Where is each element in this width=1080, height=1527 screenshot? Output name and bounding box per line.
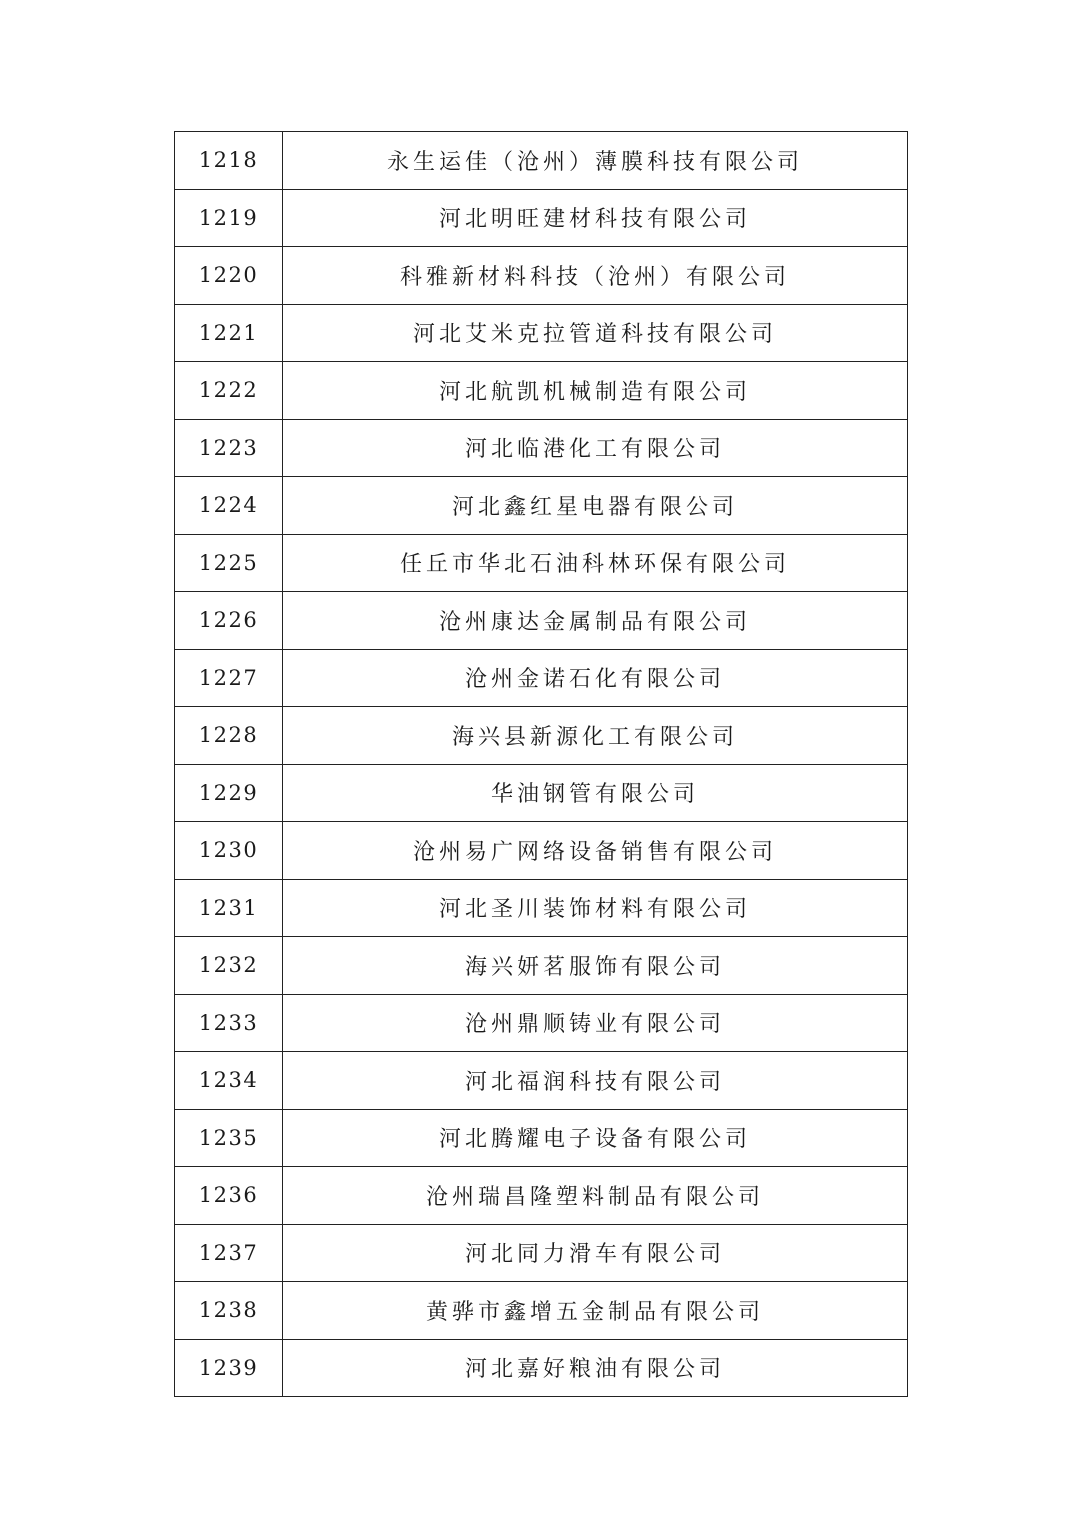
- table-row: [175, 707, 908, 765]
- row-number: 1231: [175, 879, 283, 937]
- company-list-table: [174, 131, 908, 1397]
- company-name: 河北福润科技有限公司: [283, 1052, 908, 1110]
- row-number: 1238: [175, 1282, 283, 1340]
- row-number: 1219: [175, 189, 283, 247]
- table-row: [175, 1167, 908, 1225]
- row-number: 1224: [175, 477, 283, 535]
- row-number: 1225: [175, 534, 283, 592]
- company-name: 河北腾耀电子设备有限公司: [283, 1109, 908, 1167]
- row-number: 1233: [175, 994, 283, 1052]
- company-name: 河北嘉好粮油有限公司: [283, 1339, 908, 1397]
- row-number: 1230: [175, 822, 283, 880]
- table-row: [175, 822, 908, 880]
- company-name: 沧州易广网络设备销售有限公司: [283, 822, 908, 880]
- row-number: 1226: [175, 592, 283, 650]
- table-row: [175, 304, 908, 362]
- company-name: 沧州瑞昌隆塑料制品有限公司: [283, 1167, 908, 1225]
- company-name: 河北临港化工有限公司: [283, 419, 908, 477]
- row-number: 1218: [175, 132, 283, 190]
- row-number: 1227: [175, 649, 283, 707]
- company-name: 任丘市华北石油科林环保有限公司: [283, 534, 908, 592]
- company-name: 海兴妍茗服饰有限公司: [283, 937, 908, 995]
- row-number: 1239: [175, 1339, 283, 1397]
- company-name: 黄骅市鑫增五金制品有限公司: [283, 1282, 908, 1340]
- row-number: 1237: [175, 1224, 283, 1282]
- row-number: 1232: [175, 937, 283, 995]
- table-row: [175, 937, 908, 995]
- table-row: [175, 592, 908, 650]
- company-name: 海兴县新源化工有限公司: [283, 707, 908, 765]
- table-row: [175, 189, 908, 247]
- table-row: [175, 1052, 908, 1110]
- company-name: 永生运佳（沧州）薄膜科技有限公司: [283, 132, 908, 190]
- company-name: 河北航凯机械制造有限公司: [283, 362, 908, 420]
- company-name: 科雅新材料科技（沧州）有限公司: [283, 247, 908, 305]
- table-row: [175, 1339, 908, 1397]
- company-name: 沧州金诺石化有限公司: [283, 649, 908, 707]
- table-row: [175, 764, 908, 822]
- company-name: 沧州鼎顺铸业有限公司: [283, 994, 908, 1052]
- row-number: 1221: [175, 304, 283, 362]
- company-name: 河北艾米克拉管道科技有限公司: [283, 304, 908, 362]
- row-number: 1222: [175, 362, 283, 420]
- row-number: 1229: [175, 764, 283, 822]
- table-row: [175, 649, 908, 707]
- company-name: 华油钢管有限公司: [283, 764, 908, 822]
- company-name: 河北圣川装饰材料有限公司: [283, 879, 908, 937]
- company-name: 河北同力滑车有限公司: [283, 1224, 908, 1282]
- table-row: [175, 1109, 908, 1167]
- table-row: [175, 132, 908, 190]
- table-row: [175, 1224, 908, 1282]
- row-number: 1228: [175, 707, 283, 765]
- row-number: 1234: [175, 1052, 283, 1110]
- company-list-body: [175, 132, 908, 1397]
- table-row: [175, 477, 908, 535]
- table-row: [175, 362, 908, 420]
- table-row: [175, 247, 908, 305]
- company-name: 河北明旺建材科技有限公司: [283, 189, 908, 247]
- company-name: 沧州康达金属制品有限公司: [283, 592, 908, 650]
- company-name: 河北鑫红星电器有限公司: [283, 477, 908, 535]
- table-row: [175, 1282, 908, 1340]
- table-row: [175, 994, 908, 1052]
- row-number: 1223: [175, 419, 283, 477]
- row-number: 1236: [175, 1167, 283, 1225]
- table-row: [175, 419, 908, 477]
- table-row: [175, 879, 908, 937]
- row-number: 1235: [175, 1109, 283, 1167]
- table-row: [175, 534, 908, 592]
- row-number: 1220: [175, 247, 283, 305]
